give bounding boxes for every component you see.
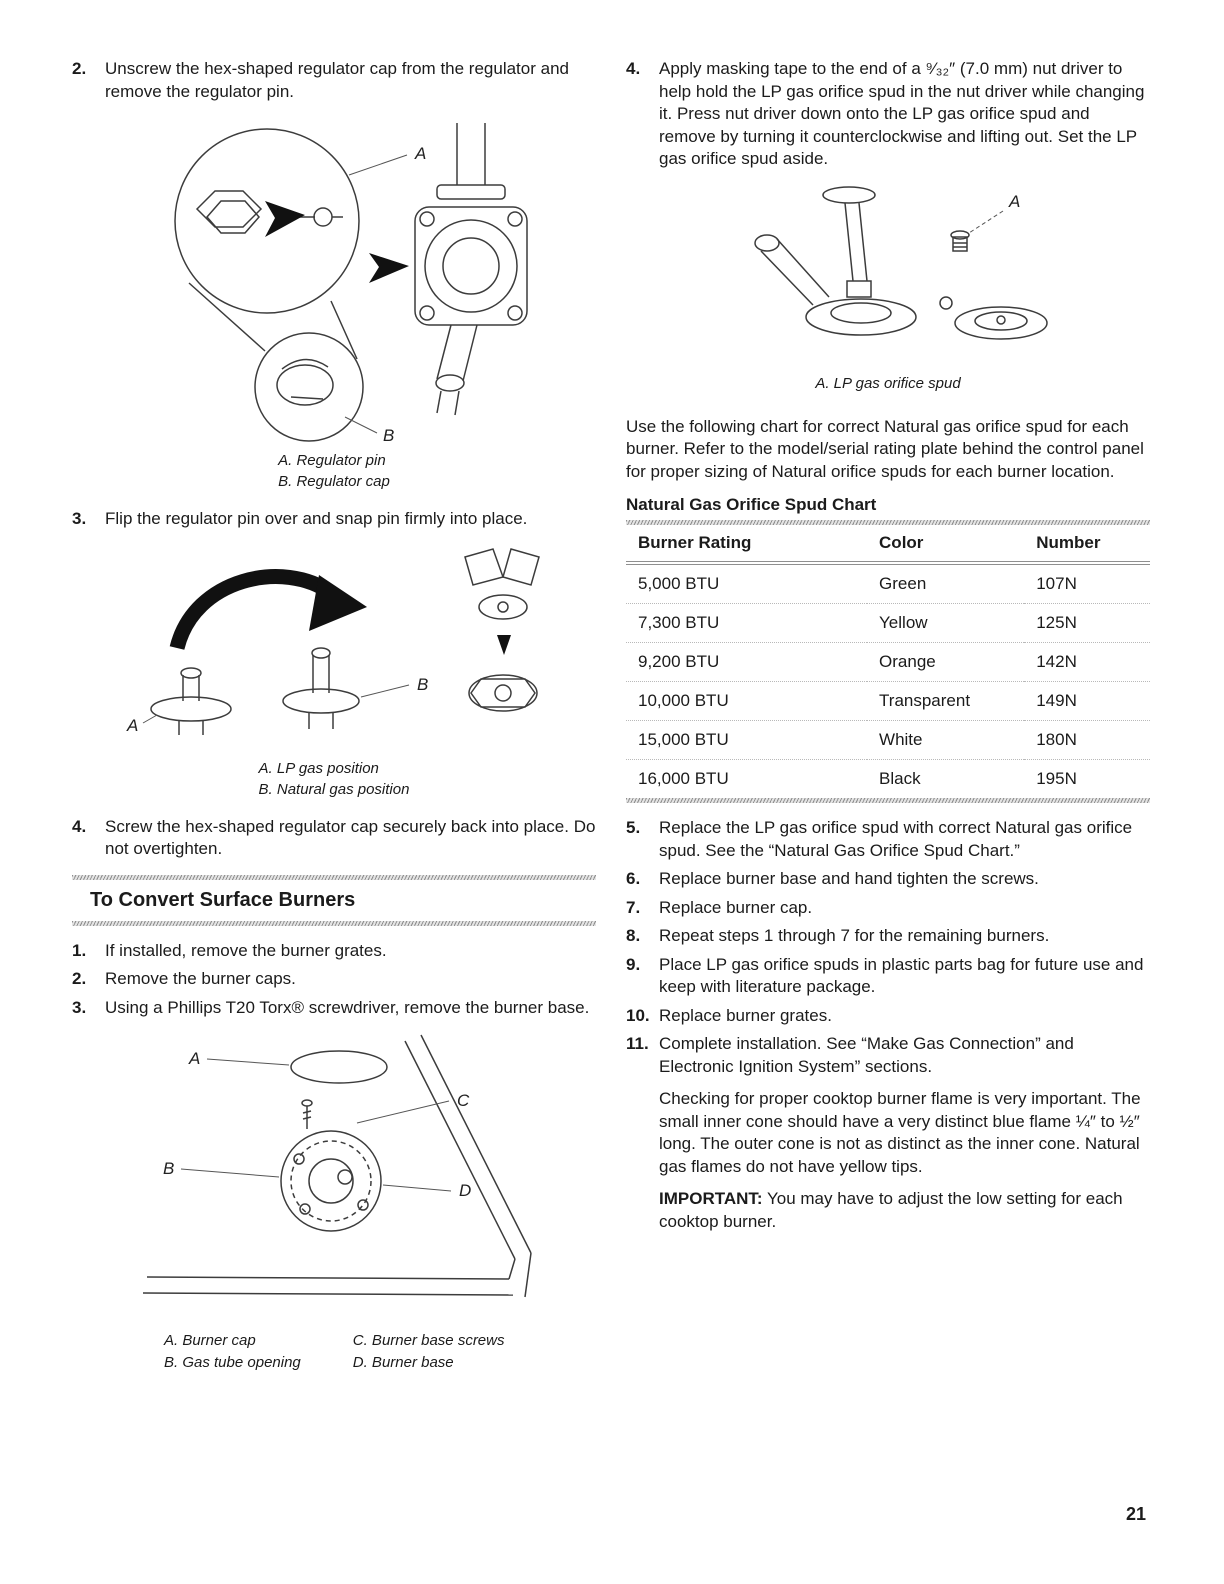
step-number: 9. xyxy=(626,954,641,974)
cell-number: 195N xyxy=(1036,769,1077,788)
step-number: 3. xyxy=(72,509,87,528)
table-header-row xyxy=(626,525,1150,563)
callout-a: A xyxy=(415,144,427,163)
step-2-remove-caps xyxy=(72,968,596,991)
cell-burner-rating: 16,000 BTU xyxy=(638,769,729,788)
caption-lp-gas-position: A. LP gas position xyxy=(258,759,379,777)
step-text: Replace burner base and hand tighten the screws. xyxy=(659,869,1039,888)
table-row xyxy=(626,563,1150,604)
callout-c: C xyxy=(457,1091,470,1110)
caption-burner-base: D. Burner base xyxy=(352,1354,454,1371)
orifice-spud-table xyxy=(626,525,1150,798)
caption-natural-gas-position: B. Natural gas position xyxy=(258,780,410,798)
step-number: 6. xyxy=(626,869,641,888)
flame-check-paragraph: Checking for proper cooktop burner flame is very important. The small inner cone should have a very distinct blue flame ¼″ to ½″ long. The outer cone is not as distinct as the inner cone. Natural gas flames do not have yellow tips. xyxy=(659,1089,1141,1176)
step-8-repeat xyxy=(626,925,1150,948)
section-heading: To Convert Surface Burners xyxy=(90,888,356,911)
table-row xyxy=(626,682,1150,721)
step-number: 2. xyxy=(72,969,87,988)
step-2-unscrew-cap xyxy=(72,58,596,103)
step-text: Remove the burner caps. xyxy=(105,969,296,988)
chart-intro-paragraph: Use the following chart for correct Natural gas orifice spud for each burner. Refer to the model/serial rating plate behind the control panel for proper sizing of Natural orifice spuds for each burner location. xyxy=(626,416,1144,481)
pin-position-figure xyxy=(72,543,596,812)
orifice-spud-figure xyxy=(626,183,1150,406)
important-text: You may have to adjust the low setting for each cooktop burner. xyxy=(659,1189,1123,1231)
cell-color: Transparent xyxy=(867,682,1024,721)
callout-a: A xyxy=(127,715,139,735)
col-header-number: Number xyxy=(1024,525,1150,563)
section-rule-bottom xyxy=(72,921,596,926)
col-header-color: Color xyxy=(867,525,1024,563)
left-column xyxy=(72,58,596,1374)
caption-lp-gas-orifice-spud: A. LP gas orifice spud xyxy=(815,374,961,392)
step-5-replace-spud xyxy=(626,817,1150,862)
caption-gas-tube-opening: B. Gas tube opening xyxy=(164,1354,301,1371)
burner-base-figure xyxy=(72,1031,596,1326)
step-text: Unscrew the hex-shaped regulator cap from the regulator and remove the regulator pin. xyxy=(105,59,569,101)
regulator-illustration xyxy=(119,115,549,445)
pin-position-caption xyxy=(259,758,410,800)
cell-number: 107N xyxy=(1024,563,1150,604)
step-text: Replace the LP gas orifice spud with correct Natural gas orifice spud. See the “Natural Gas Orifice Spud Chart.” xyxy=(659,818,1133,860)
step-4-masking-tape xyxy=(626,58,1150,171)
cell-number: 142N xyxy=(1024,643,1150,682)
callout-b: B xyxy=(383,426,395,445)
table-row xyxy=(626,760,1150,799)
table-row xyxy=(626,721,1150,760)
spud-chart-title: Natural Gas Orifice Spud Chart xyxy=(626,495,877,514)
orifice-spud-caption xyxy=(815,373,960,394)
callout-b: B xyxy=(417,674,429,694)
step-11-complete-installation xyxy=(626,1033,1150,1078)
burner-base-captions xyxy=(164,1330,596,1374)
page-number: 21 xyxy=(1125,1504,1146,1524)
step-number: 7. xyxy=(626,897,641,917)
step-1-remove-grates xyxy=(72,940,596,963)
spud-chart xyxy=(626,520,1150,803)
step-7-replace-cap xyxy=(626,897,1150,920)
right-column xyxy=(626,58,1150,1243)
caption-regulator-cap: B. Regulator cap xyxy=(278,473,390,490)
step-number: 2. xyxy=(72,59,87,78)
caption-regulator-pin: A. Regulator pin xyxy=(278,452,386,469)
caption-column-2 xyxy=(353,1330,505,1374)
step-number: 10. xyxy=(626,1005,650,1025)
step-3-remove-base xyxy=(72,997,596,1020)
step-text: If installed, remove the burner grates. xyxy=(105,940,387,960)
step-3-flip-pin xyxy=(72,508,596,531)
step-10-replace-grates xyxy=(626,1005,1150,1028)
step-number: 4. xyxy=(72,816,87,836)
table-row xyxy=(626,604,1150,643)
step-number: 11. xyxy=(626,1034,649,1053)
cell-color: White xyxy=(867,721,1024,760)
step-text: Repeat steps 1 through 7 for the remaining burners. xyxy=(659,926,1050,945)
cell-burner-rating: 9,200 BTU xyxy=(626,643,867,682)
step-9-parts-bag xyxy=(626,954,1150,999)
callout-a: A xyxy=(189,1049,201,1068)
table-row xyxy=(626,643,1150,682)
cell-color: Yellow xyxy=(867,604,1024,643)
orifice-spud-illustration xyxy=(703,183,1073,368)
caption-burner-base-screws: C. Burner base screws xyxy=(352,1332,505,1349)
pin-position-illustration xyxy=(99,543,569,753)
step-text: Apply masking tape to the end of a ⁹⁄₃₂″ (7.0 mm) nut driver to help hold the LP gas orifice spud in the nut driver while changing it. Press nut driver down onto the LP gas orifice spud and remove by turning it counterclockwise and lifting out. Set the LP gas orifice spud aside. xyxy=(659,59,1145,168)
step-text: Replace burner cap. xyxy=(659,897,813,917)
table-rule-bottom xyxy=(626,798,1150,803)
caption-burner-cap: A. Burner cap xyxy=(164,1332,256,1349)
cell-burner-rating: 15,000 BTU xyxy=(626,721,867,760)
step-number: 3. xyxy=(72,997,87,1017)
caption-column-1 xyxy=(164,1330,301,1374)
cell-number: 149N xyxy=(1024,682,1150,721)
cell-number: 180N xyxy=(1024,721,1150,760)
cell-color: Black xyxy=(879,769,921,788)
step-number: 4. xyxy=(626,59,641,78)
step-number: 5. xyxy=(626,818,641,837)
cell-color: Green xyxy=(867,563,1024,604)
important-note xyxy=(659,1188,1150,1233)
col-header-burner-rating: Burner Rating xyxy=(626,525,867,563)
step-4-screw-cap xyxy=(72,816,596,861)
regulator-figure xyxy=(72,115,596,504)
step-text: Complete installation. See “Make Gas Connection” and Electronic Ignition System” sections. xyxy=(659,1034,1074,1076)
callout-d: D xyxy=(459,1181,472,1200)
callout-b: B xyxy=(163,1159,175,1178)
cell-color: Orange xyxy=(867,643,1024,682)
step-number: 8. xyxy=(626,926,641,945)
cell-burner-rating: 7,300 BTU xyxy=(626,604,867,643)
cell-burner-rating: 5,000 BTU xyxy=(626,563,867,604)
step-text: Replace burner grates. xyxy=(659,1005,832,1025)
important-label: IMPORTANT: xyxy=(659,1189,763,1208)
step-text: Screw the hex-shaped regulator cap securely back into place. Do not overtighten. xyxy=(105,816,596,858)
burner-base-illustration xyxy=(119,1031,549,1321)
step-text: Place LP gas orifice spuds in plastic parts bag for future use and keep with literature package. xyxy=(659,954,1144,996)
cell-number: 125N xyxy=(1024,604,1150,643)
step-number: 1. xyxy=(72,940,87,960)
step-text: Using a Phillips T20 Torx® screwdriver, remove the burner base. xyxy=(105,997,590,1017)
step-6-replace-base xyxy=(626,868,1150,891)
callout-a: A xyxy=(1009,191,1021,211)
step-text: Flip the regulator pin over and snap pin firmly into place. xyxy=(105,509,528,528)
cell-burner-rating: 10,000 BTU xyxy=(626,682,867,721)
regulator-figure-caption xyxy=(278,450,390,492)
